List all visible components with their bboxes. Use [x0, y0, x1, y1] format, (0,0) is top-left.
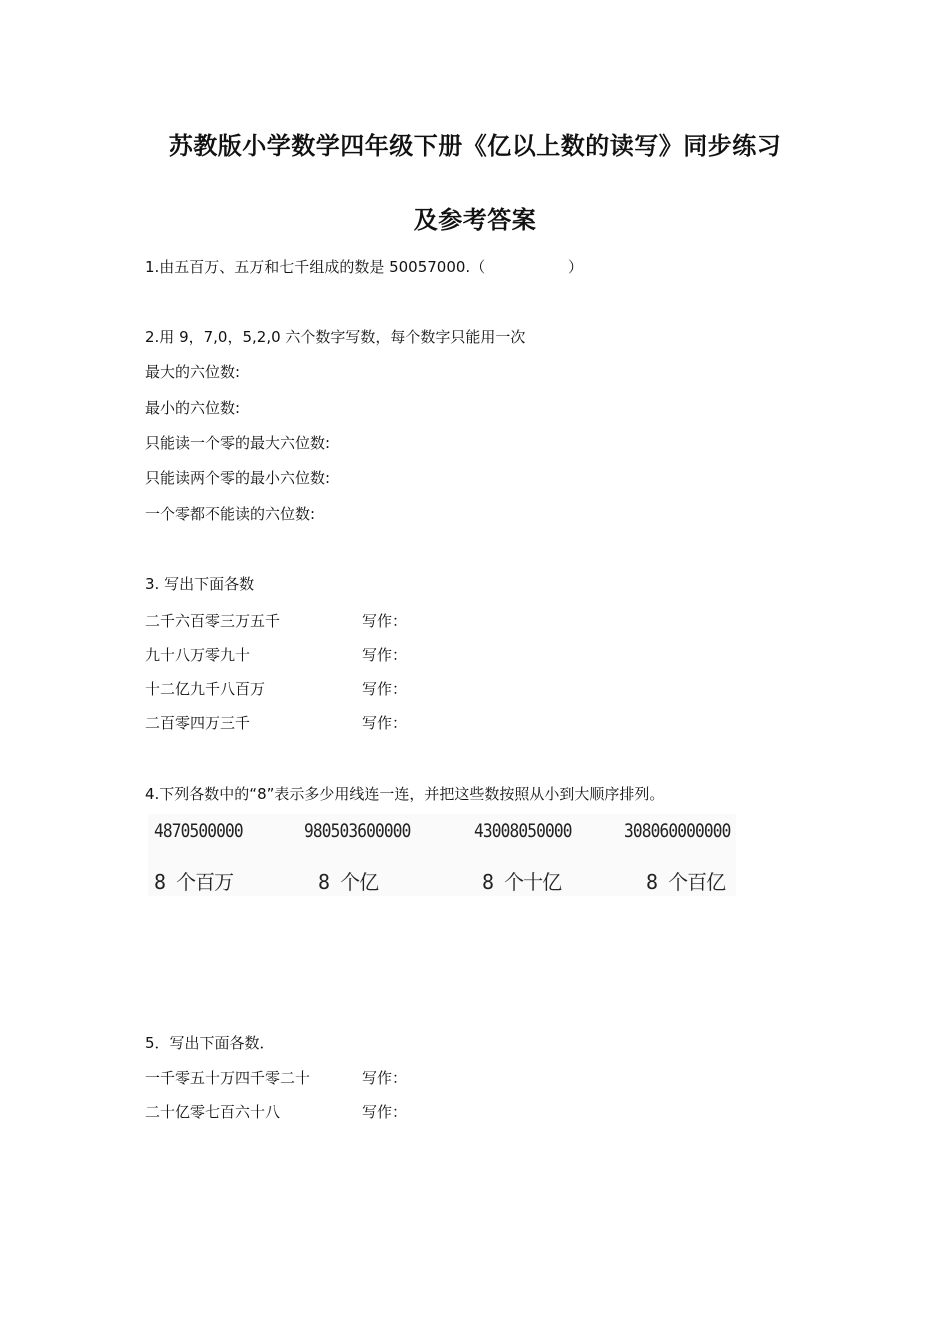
figure-label: 8 个百万: [154, 870, 234, 894]
document-title-line-2: 及参考答案: [413, 206, 537, 234]
question-2-item: 最大的六位数:: [145, 363, 241, 381]
question-2-item: 只能读一个零的最大六位数:: [145, 434, 331, 452]
figure-number: 308060000000: [624, 820, 731, 842]
write-label: 写作：: [362, 612, 408, 630]
figure-number: 43008050000: [474, 820, 572, 842]
question-2-prompt: 2.用 9，7,0，5,2,0 六个数字写数，每个数字只能用一次: [145, 328, 526, 346]
write-label: 写作：: [362, 680, 408, 698]
matching-figure: [148, 814, 736, 896]
question-3-item: 十二亿九千八百万: [145, 680, 266, 698]
write-label: 写作：: [362, 646, 408, 664]
question-5-item: 一千零五十万四千零二十: [145, 1069, 311, 1087]
figure-number: 4870500000: [154, 820, 243, 842]
write-label: 写作：: [362, 1069, 408, 1087]
question-3-item: 九十八万零九十: [145, 646, 251, 664]
question-5-prompt: 5．写出下面各数．: [145, 1034, 275, 1052]
figure-label: 8 个亿: [318, 870, 379, 894]
question-4-prompt: 4.下列各数中的“8”表示多少用线连一连，并把这些数按照从小到大顺序排列。: [145, 785, 665, 803]
question-3-prompt: 3. 写出下面各数: [145, 575, 255, 593]
question-5-item: 二十亿零七百六十八: [145, 1103, 281, 1121]
figure-label: 8 个十亿: [482, 870, 562, 894]
question-2-item: 最小的六位数:: [145, 399, 241, 417]
write-label: 写作：: [362, 714, 408, 732]
question-2-item: 一个零都不能读的六位数:: [145, 505, 316, 523]
figure-number: 980503600000: [304, 820, 411, 842]
question-1: 1.由五百万、五万和七千组成的数是 50057000.（: [145, 258, 486, 276]
write-label: 写作：: [362, 1103, 408, 1121]
question-2-item: 只能读两个零的最小六位数:: [145, 469, 331, 487]
figure-label: 8 个百亿: [646, 870, 726, 894]
document-title-line-1: 苏教版小学数学四年级下册《亿以上数的读写》同步练习: [168, 132, 782, 160]
question-1-answer-close: ）: [568, 258, 584, 276]
question-3-item: 二千六百零三万五千: [145, 612, 281, 630]
question-3-item: 二百零四万三千: [145, 714, 251, 732]
